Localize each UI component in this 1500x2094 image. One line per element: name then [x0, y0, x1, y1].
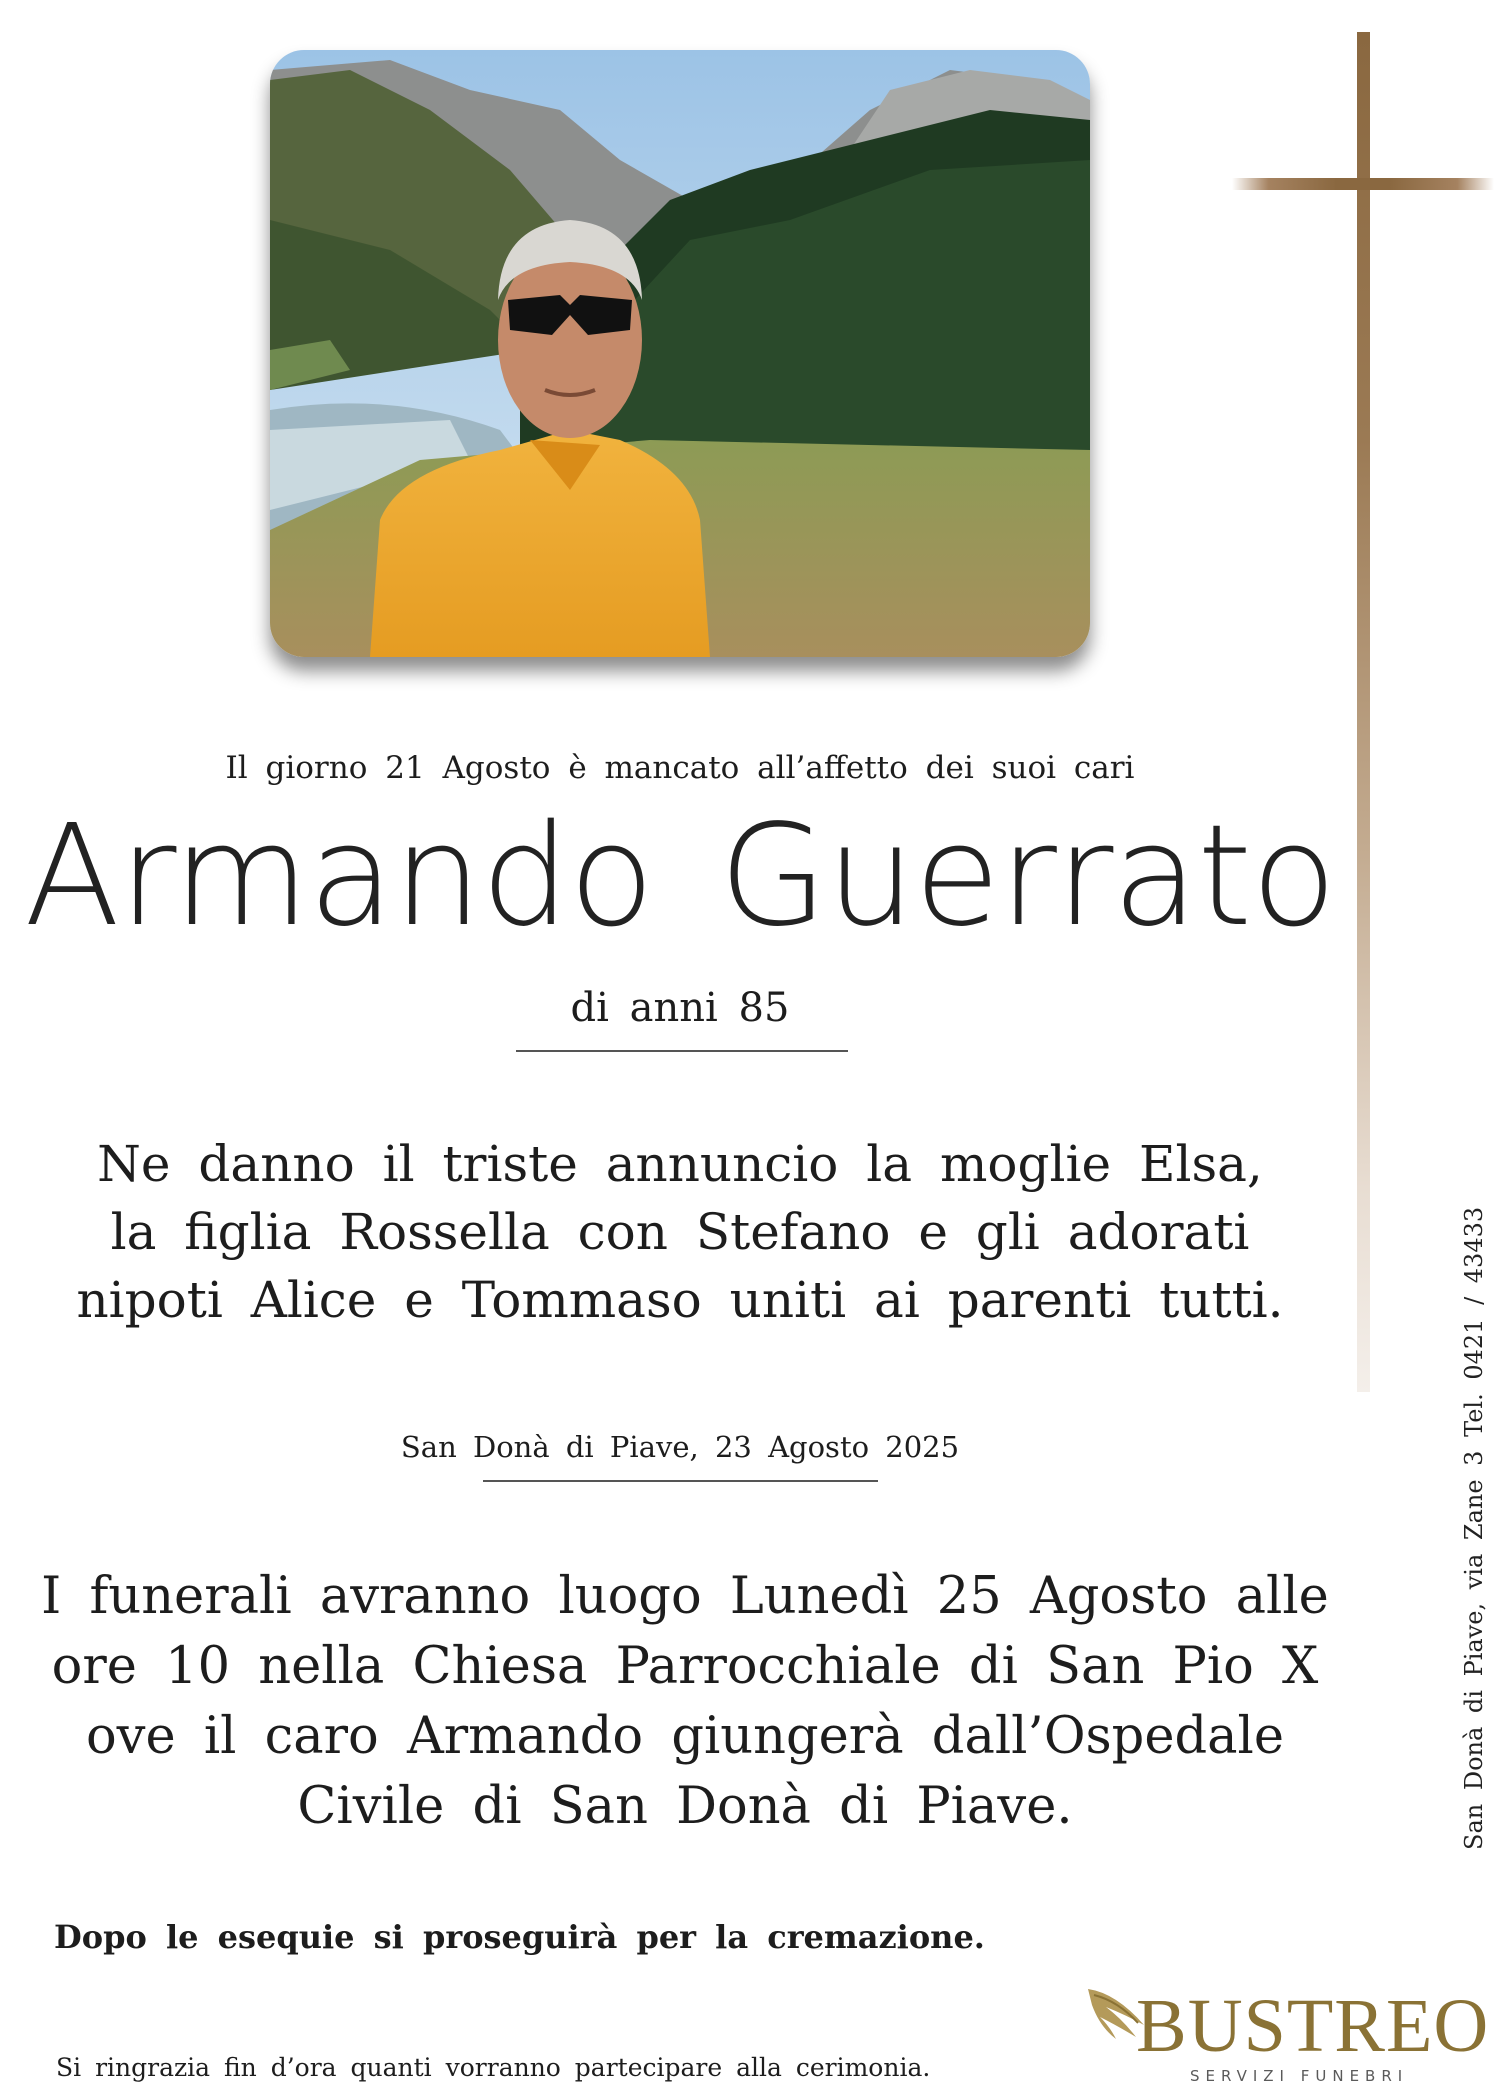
deceased-photo	[270, 50, 1090, 657]
funeral-details	[0, 1562, 1370, 1842]
announcement-line: Ne danno il triste annuncio la moglie Elsa,	[97, 1135, 1263, 1193]
cross-horizontal-beam	[1232, 178, 1494, 190]
funeral-line: ore 10 nella Chiesa Parrocchiale di San Pio X	[51, 1637, 1319, 1696]
funeral-line: ove il caro Armando giungerà dall’Ospedale	[85, 1707, 1285, 1766]
cremation-note: Dopo le esequie si proseguirà per la cremazione.	[54, 1918, 985, 1956]
divider	[483, 1480, 878, 1482]
agency-address: San Donà di Piave, via Zane 3 Tel. 0421 / 43433	[1460, 1206, 1488, 1850]
deceased-age: di anni 85	[570, 985, 790, 1031]
place-date: San Donà di Piave, 23 Agosto 2025	[400, 1430, 960, 1464]
funeral-line: Civile di San Donà di Piave.	[297, 1777, 1073, 1836]
mountain-landscape-portrait	[270, 50, 1090, 657]
deceased-name: Armando Guerrato	[24, 795, 1336, 958]
funeral-line: I funerali avranno luogo Lunedì 25 Agosto alle	[41, 1567, 1329, 1626]
announcement-line: nipoti Alice e Tommaso uniti ai parenti tutti.	[76, 1271, 1284, 1329]
announcement	[0, 1130, 1360, 1334]
divider	[516, 1050, 848, 1052]
thanks-note: Si ringrazia fin d’ora quanti vorranno partecipare alla cerimonia.	[56, 2053, 931, 2082]
agency-logo-tagline: SERVIZI FUNEBRI	[1190, 2067, 1409, 2085]
announcement-line: la figlia Rossella con Stefano e gli adorati	[110, 1203, 1250, 1261]
agency-logo-name: BUSTREO	[1136, 1984, 1490, 2068]
intro-text: Il giorno 21 Agosto è mancato all’affetto dei suoi cari	[225, 750, 1135, 786]
